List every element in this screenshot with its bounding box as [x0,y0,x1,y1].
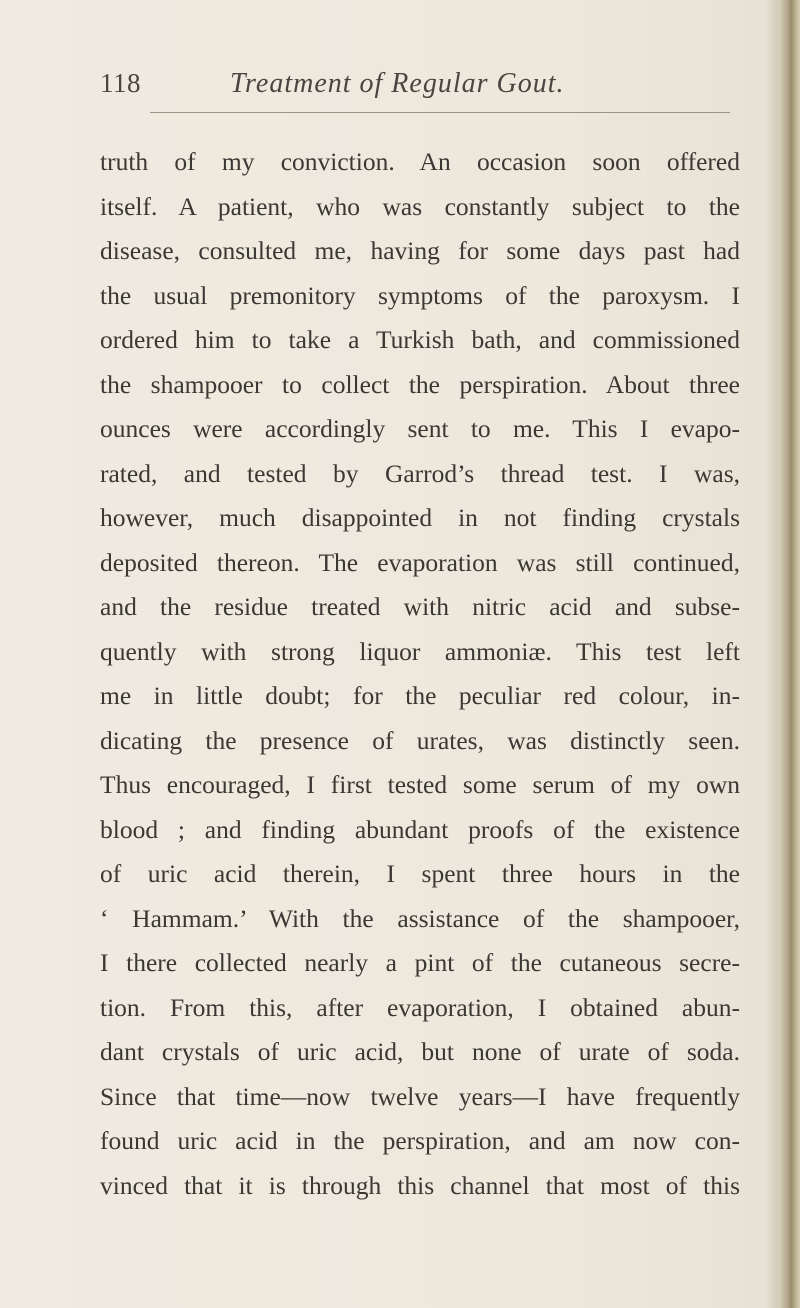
text-line: I there collected nearly a pint of the cutaneous secre- [100,948,740,977]
text-line: vinced that it is through this channel that most of this [100,1170,740,1200]
text-line: found uric acid in the perspiration, and am now con- [100,1126,740,1155]
page-number: 118 [100,68,141,98]
text-line: blood ; and finding abundant proofs of the existence [100,814,740,844]
text-line: disease, consulted me, having for some days past had [100,236,740,265]
text-line: quently with strong liquor ammoniæ. This test left [100,636,740,666]
body-text [100,140,740,1208]
text-line: Thus encouraged, I first tested some serum of my own [100,770,740,799]
page-edge [778,0,800,1308]
text-line: Since that time—now twelve years—I have frequently [100,1081,740,1111]
page-header [100,68,740,108]
text-line: tion. From this, after evaporation, I obtained abun- [100,992,740,1022]
binding-shadow [766,0,778,1308]
text-line: and the residue treated with nitric acid and subse- [100,592,740,621]
text-line: dicating the presence of urates, was distinctly seen. [100,725,740,755]
text-line: deposited thereon. The evaporation was still continued, [100,547,740,577]
text-line: ordered him to take a Turkish bath, and commissioned [100,325,740,354]
text-line: itself. A patient, who was constantly subject to the [100,191,740,221]
text-line: however, much disappointed in not finding crystals [100,503,740,532]
header-rule [150,112,730,113]
text-line: the usual premonitory symptoms of the paroxysm. I [100,280,740,310]
running-head: Treatment of Regular Gout. [230,68,565,99]
text-line: the shampooer to collect the perspiration. About three [100,369,740,399]
text-line: ounces were accordingly sent to me. This I evapo- [100,414,740,443]
text-line: me in little doubt; for the peculiar red colour, in- [100,681,740,710]
text-line: of uric acid therein, I spent three hours in the [100,859,740,888]
text-line: rated, and tested by Garrod’s thread test. I was, [100,458,740,488]
text-line: ‘ Hammam.’ With the assistance of the shampooer, [100,903,740,933]
text-line: truth of my conviction. An occasion soon offered [100,147,740,176]
text-line: dant crystals of uric acid, but none of urate of soda. [100,1037,740,1066]
